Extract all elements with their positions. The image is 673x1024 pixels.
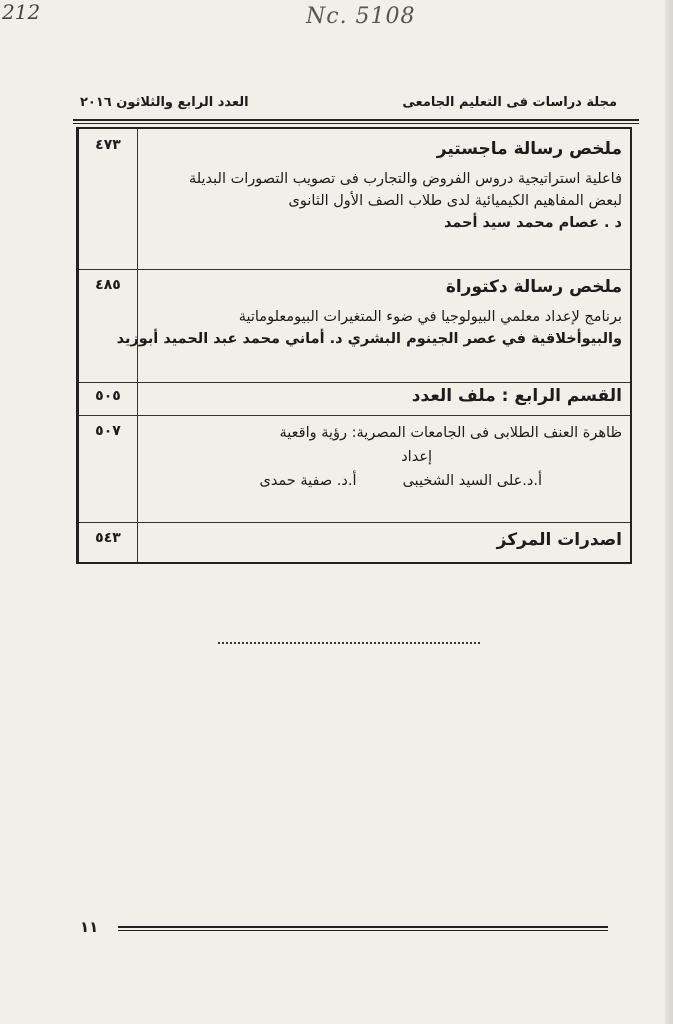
toc-row-doctorate bbox=[79, 269, 630, 383]
footer-page-number: ١١ bbox=[80, 918, 99, 936]
toc-row-section-four bbox=[79, 382, 630, 416]
toc-row-masters bbox=[79, 129, 630, 270]
entry-authors: أ.د.على السيد الشخيبى أ.د. صفية حمدى bbox=[259, 473, 542, 489]
header-rule-thin bbox=[73, 123, 639, 124]
toc-row-violence bbox=[79, 415, 630, 523]
page-number: ٤٨٥ bbox=[95, 277, 121, 293]
dotted-separator bbox=[218, 642, 480, 644]
entry-line: لبعض المفاهيم الكيميائية لدى طلاب الصف الأول الثانوى bbox=[288, 193, 622, 209]
section-title: اصدرات المركز bbox=[496, 530, 622, 550]
section-title: ملخص رسالة ماجستير bbox=[436, 139, 622, 159]
entry-line: والبيوأخلاقية في عصر الجينوم البشري د. أماني محمد عبد الحميد أبوزيد bbox=[116, 331, 622, 347]
header-rule bbox=[73, 119, 639, 121]
toc-row-publications bbox=[79, 522, 630, 562]
page-number: ٥٠٥ bbox=[95, 388, 121, 404]
entry-author: د . عصام محمد سيد أحمد bbox=[443, 215, 622, 231]
issue-label: العدد الرابع والثلاثون ٢٠١٦ bbox=[80, 95, 249, 110]
entry-line: ظاهرة العنف الطلابى فى الجامعات المصرية: رؤية واقعية bbox=[279, 425, 622, 441]
prepared-by-label: إعداد bbox=[401, 449, 432, 465]
page-edge-shadow bbox=[665, 0, 673, 1024]
journal-title: مجلة دراسات فى التعليم الجامعى bbox=[402, 95, 617, 110]
section-title: القسم الرابع : ملف العدد bbox=[411, 386, 622, 406]
page-number: ٤٧٣ bbox=[95, 137, 121, 153]
page-number: ٥٤٣ bbox=[95, 530, 121, 546]
footer-rule-thin bbox=[118, 930, 608, 931]
section-title: ملخص رسالة دكتوراة bbox=[445, 277, 622, 297]
handwritten-accession-number: Nc. 5108 bbox=[306, 4, 416, 29]
entry-line: برنامج لإعداد معلمي البيولوجيا في ضوء المتغيرات البيومعلوماتية bbox=[238, 309, 622, 325]
handwritten-page-mark: 212 bbox=[2, 0, 41, 24]
page-number: ٥٠٧ bbox=[95, 423, 121, 439]
entry-line: فاعلية استراتيجية دروس الفروض والتجارب فى تصويب التصورات البديلة bbox=[188, 171, 622, 187]
contents-table bbox=[76, 127, 632, 564]
footer-rule bbox=[118, 926, 608, 928]
